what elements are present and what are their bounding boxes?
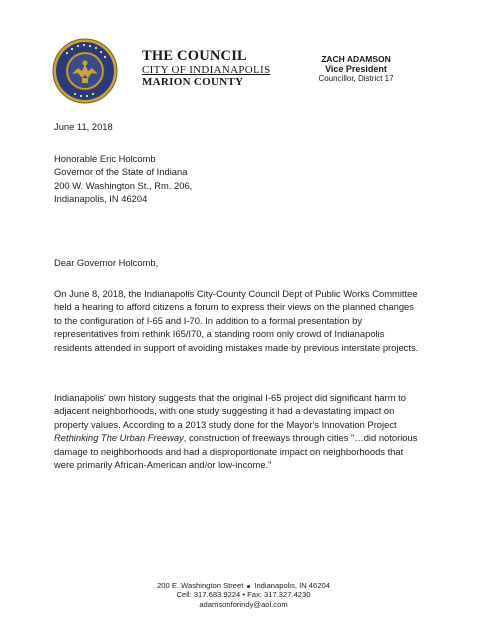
letter-footer [0, 581, 487, 609]
letterhead-title-block [142, 48, 270, 88]
recipient-line: Honorable Eric Holcomb [54, 153, 156, 164]
footer-address [0, 581, 487, 590]
paragraph-line [54, 431, 444, 444]
paragraph-line: held a hearing to afford citizens a forum to express their views on the planned changes [54, 301, 414, 313]
recipient-line: Indianapolis, IN 46204 [54, 193, 148, 205]
recipient-line: 200 W. Washington St., Rm. 206, [54, 179, 193, 191]
recipient-line: Governor of the State of Indiana [54, 166, 188, 178]
paragraph-line: On June 8, 2018, the Indianapolis City-County Council Dept of Public Works Committee [54, 288, 418, 299]
member-title: Vice President [325, 64, 387, 74]
paragraph-line: to the configuration of I-65 and I-70. In addition to a formal presentation by [54, 314, 363, 326]
bullet-icon [247, 585, 250, 588]
council-seal [52, 38, 118, 104]
member-name: ZACH ADAMSON [321, 54, 391, 64]
paragraph-line: damage to neighborhoods and had a disproportionate impact on neighborhoods that [54, 445, 404, 457]
paragraph-line: adjacent neighborhoods, with one study suggesting it had a devastating impact on [54, 405, 395, 417]
footer-email[interactable]: adamsonforindy@aol.com [199, 599, 288, 609]
footer-city: Indianapolis, IN 46204 [254, 581, 330, 590]
paragraph-line: representatives from rethink I65/I70, a standing room only crowd of Indianapolis [54, 328, 385, 340]
city-name: CITY OF INDIANAPOLIS [142, 64, 271, 76]
member-info [306, 54, 406, 84]
paragraph-line: Indianapolis' own history suggests that the original I-65 project did significant harm to [54, 392, 406, 403]
paragraph-hearing [54, 287, 444, 354]
paragraph-history [54, 391, 444, 471]
salutation: Dear Governor Holcomb, [54, 257, 159, 268]
paragraph-line: residents attended in support of avoiding mistakes made by previous interstate projects. [54, 341, 419, 353]
footer-street: 200 E. Washington Street [157, 581, 244, 590]
member-district: Councillor, District 17 [318, 74, 394, 83]
paragraph-line: were primarily African-American and/or low-income." [54, 459, 272, 471]
paragraph-line-rest: , construction of freeways through cities "…did notorious [183, 432, 418, 444]
study-title: Rethinking The Urban Freeway [54, 432, 184, 444]
letter-date: June 11, 2018 [54, 121, 113, 132]
footer-phones: Cell: 317.683.9224 • Fax: 317.327.4230 [176, 590, 311, 600]
organization-name: THE COUNCIL [142, 48, 247, 64]
recipient-address [54, 152, 192, 206]
county-name: MARION COUNTY [142, 76, 244, 88]
paragraph-line: property values. According to a 2013 study done for the Mayor's Innovation Project [54, 418, 397, 430]
